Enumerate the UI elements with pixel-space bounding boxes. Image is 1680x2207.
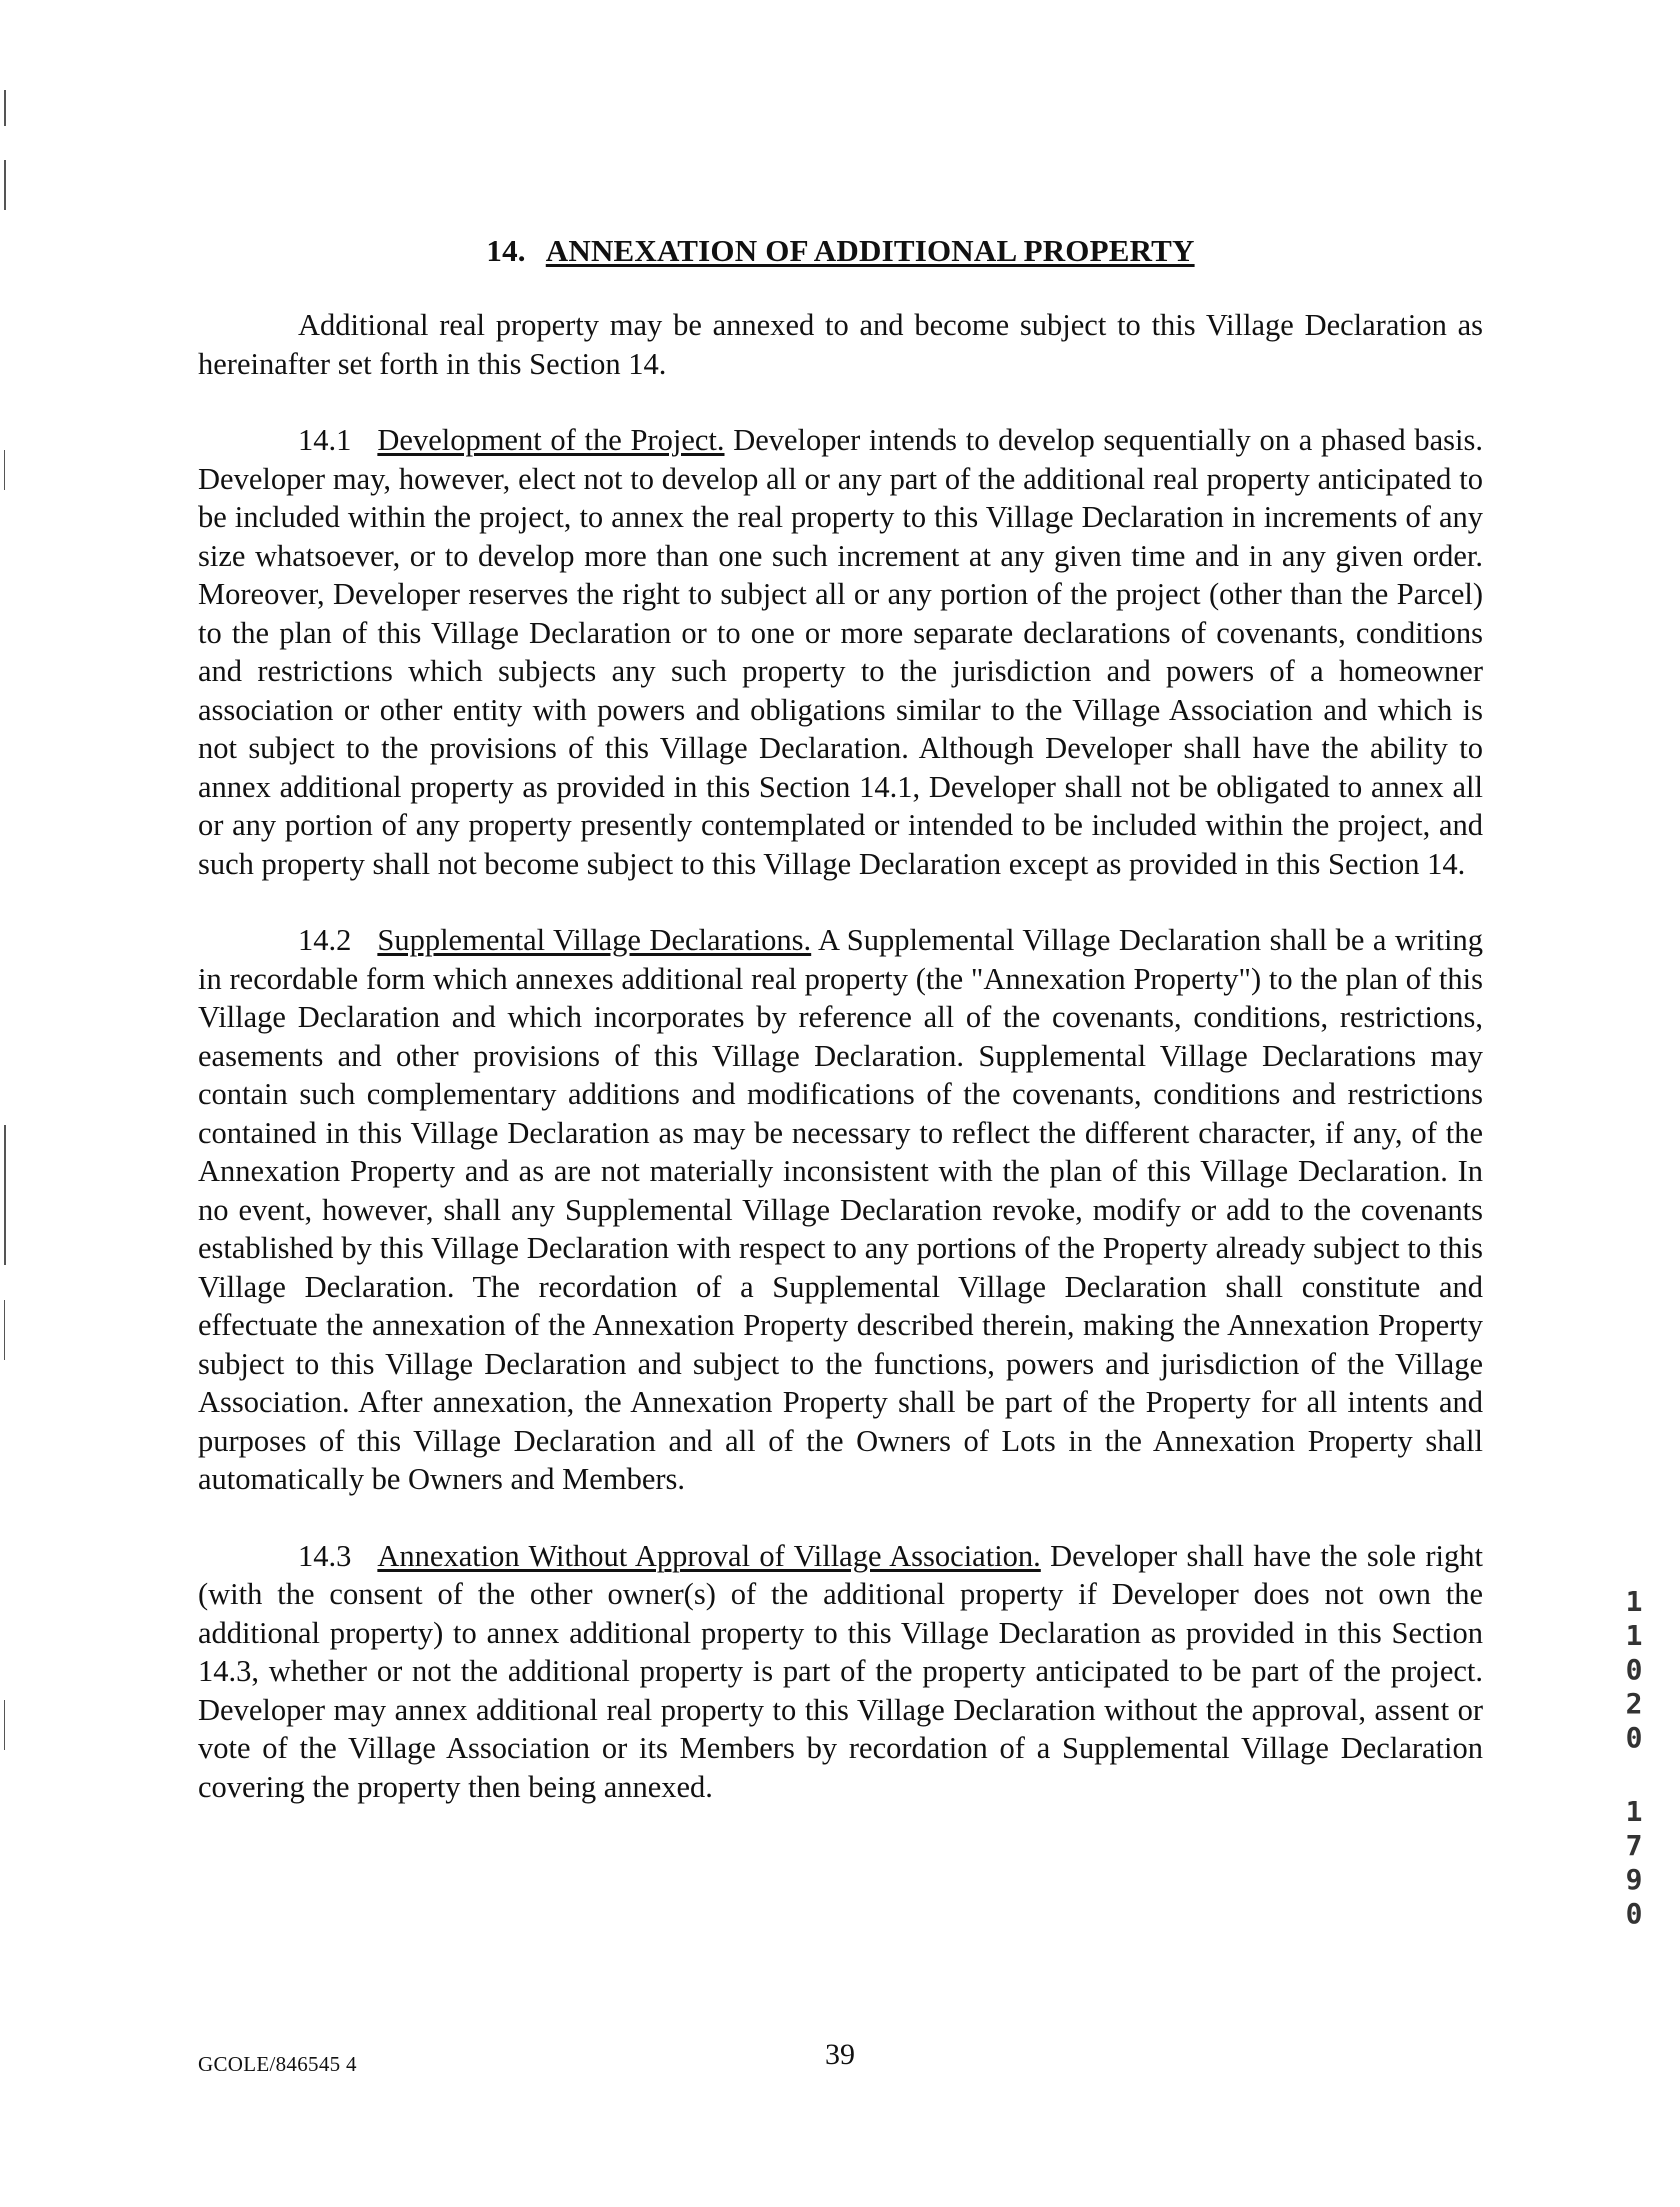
page-number: 39 bbox=[825, 2038, 855, 2071]
subsection-14-1 bbox=[198, 421, 1483, 883]
section-number: 14. bbox=[486, 233, 526, 268]
stamp-char: 1 bbox=[1625, 1585, 1643, 1618]
subsection-14-3 bbox=[198, 1537, 1483, 1807]
recording-stamp bbox=[1622, 1585, 1646, 1931]
section-heading bbox=[198, 232, 1483, 270]
stamp-char: 7 bbox=[1625, 1829, 1643, 1862]
margin-scan-mark bbox=[4, 450, 5, 490]
footer-document-code: GCOLE/846545 4 bbox=[198, 2052, 357, 2076]
intro-paragraph: Additional real property may be annexed to and become subject to this Village Declaration as hereinafter set forth in this Section 14. bbox=[198, 308, 1483, 381]
document-body bbox=[198, 232, 1483, 1844]
margin-scan-mark bbox=[4, 90, 6, 126]
stamp-char: 9 bbox=[1625, 1863, 1643, 1896]
subsection-title: Development of the Project. bbox=[377, 423, 725, 457]
subsection-number: 14.3 bbox=[298, 1538, 352, 1573]
stamp-char: 0 bbox=[1625, 1653, 1643, 1686]
stamp-char: 1 bbox=[1625, 1619, 1643, 1652]
subsection-number: 14.2 bbox=[298, 923, 352, 957]
stamp-char: 1 bbox=[1625, 1795, 1643, 1828]
margin-scan-mark bbox=[4, 1300, 5, 1360]
stamp-char: 0 bbox=[1625, 1897, 1643, 1930]
subsection-text: Developer intends to develop sequentially on a phased basis. Developer may, however, elect not to develop all or any part of the additional real property anticipated to be included within the project, to annex the real property to this Village Declaration in increments of any size whatsoever, or to develop more than one such increment at any given time and in any given order. Moreover, Developer reserves the right to subject all or any portion of the project (other than the Parcel) to the plan of this Village Declaration or to one or more separate declarations of covenants, conditions and restrictions which subjects any such property to the jurisdiction and powers of a homeowner association or other entity with powers and obligations similar to the Village Association and which is not subject to the provisions of this Village Declaration. Although Developer shall have the ability to annex additional property as provided in this Section 14.1, Developer shall not be obligated to annex all or any portion of any property presently contemplated or intended to be included within the project, and such property shall not become subject to this Village Declaration except as provided in this Section 14. bbox=[198, 423, 1483, 881]
subsection-title: Annexation Without Approval of Village Association. bbox=[377, 1538, 1041, 1573]
subsection-number: 14.1 bbox=[298, 423, 352, 457]
stamp-char: 0 bbox=[1625, 1721, 1643, 1754]
subsection-title: Supplemental Village Declarations. bbox=[377, 923, 812, 957]
margin-scan-mark bbox=[4, 1125, 6, 1265]
subsection-14-2 bbox=[198, 921, 1483, 1499]
margin-scan-mark bbox=[4, 160, 6, 210]
stamp-char: 2 bbox=[1625, 1687, 1643, 1720]
margin-scan-mark bbox=[4, 1700, 5, 1750]
section-title: ANNEXATION OF ADDITIONAL PROPERTY bbox=[545, 233, 1195, 268]
subsection-text: A Supplemental Village Declaration shall be a writing in recordable form which annexes additional real property (the "Annexation Property") to the plan of this Village Declaration and which incorporates by reference all of the covenants, conditions, restrictions, easements and other provisions of this Village Declaration. Supplemental Village Declarations may contain such complementary additions and modifications of the covenants, conditions and restrictions contained in this Village Declaration as may be necessary to reflect the different character, if any, of the Annexation Property and as are not materially inconsistent with the plan of this Village Declaration. In no event, however, shall any Supplemental Village Declaration revoke, modify or add to the covenants established by this Village Declaration with respect to any portions of the Property already subject to this Village Declaration. The recordation of a Supplemental Village Declaration shall constitute and effectuate the annexation of the Annexation Property described therein, making the Annexation Property subject to this Village Declaration and subject to the functions, powers and jurisdiction of the Village Association. After annexation, the Annexation Property shall be part of the Property for all intents and purposes of this Village Declaration and all of the Owners of Lots in the Annexation Property shall automatically be Owners and Members. bbox=[198, 923, 1484, 1496]
subsection-text: Developer shall have the sole right (with the consent of the other owner(s) of the additional property if Developer does not own the additional property) to annex additional property to this Village Declaration as provided in this Section 14.3, whether or not the additional property is part of the property anticipated to be part of the project. Developer may annex additional real property to this Village Declaration without the approval, assent or vote of the Village Association or its Members by recordation of a Supplemental Village Declaration covering the property then being annexed. bbox=[198, 1538, 1483, 1804]
stamp-char bbox=[1622, 1755, 1646, 1795]
